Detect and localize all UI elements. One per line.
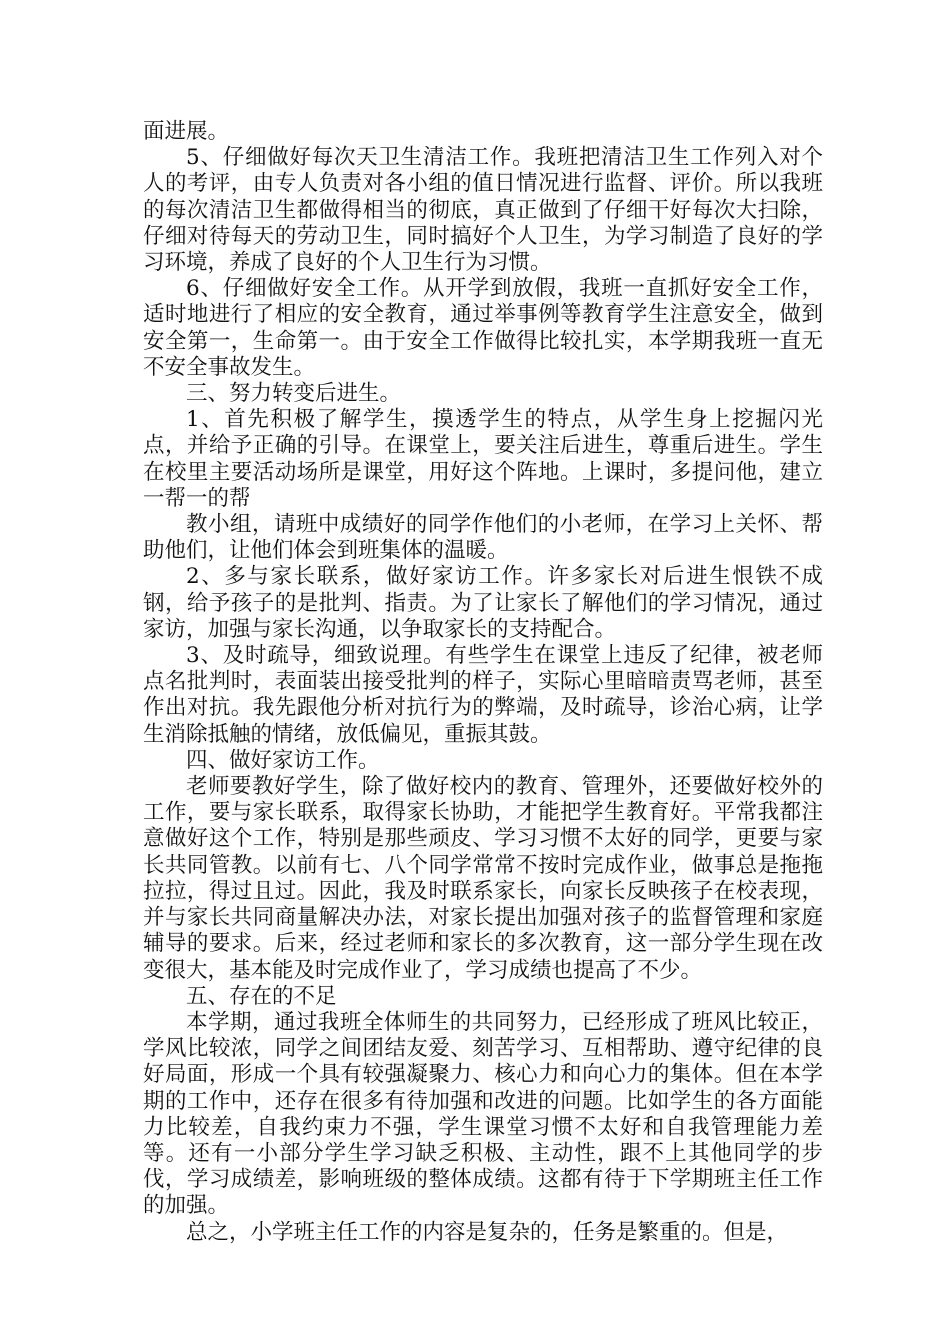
paragraph-cleaning-work: 5、仔细做好每次天卫生清洁工作。我班把清洁卫生工作列入对个人的考评，由专人负责对各小组的值日情况进行监督、评价。所以我班的每次清洁卫生都做得相当的彻底，真正做到了仔细干好每次大扫除，仔细对待每天的劳动卫生，同时搞好个人卫生，为学习制造了良好的学习环境，养成了良好的个人卫生行为习惯。 [143, 145, 823, 276]
heading-section-four: 四、做好家访工作。 [186, 747, 380, 773]
paragraph-conclusion: 总之，小学班主任工作的内容是复杂的，任务是繁重的。但是， [186, 1219, 789, 1245]
paragraph-understand-students: 1、首先积极了解学生，摸透学生的特点，从学生身上挖掘闪光点，并给予正确的引导。在课堂上，要关注后进生，尊重后进生。学生在校里主要活动场所是课堂，用好这个阵地。上课时，多提问他，建立一帮一的帮 [143, 407, 823, 511]
paragraph-study-group: 教小组，请班中成绩好的同学作他们的小老师，在学习上关怀、帮助他们，让他们体会到班集体的温暖。 [143, 512, 823, 564]
paragraph-safety-work: 6、仔细做好安全工作。从开学到放假，我班一直抓好安全工作，适时地进行了相应的安全教育，通过举事例等教育学生注意安全，做到安全第一，生命第一。由于安全工作做得比较扎实，本学期我班一直无不安全事故发生。 [143, 276, 823, 380]
document-page [143, 119, 823, 1246]
paragraph-timely-guidance: 3、及时疏导，细致说理。有些学生在课堂上违反了纪律，被老师点名批判时，表面装出接受批判的样子，实际心里暗暗责骂老师，甚至作出对抗。我先跟他分析对抗行为的弊端，及时疏导，诊治心病，让学生消除抵触的情绪，放低偏见，重振其鼓。 [143, 643, 823, 747]
heading-section-five: 五、存在的不足 [186, 983, 337, 1009]
paragraph-progress-end: 面进展。 [143, 119, 230, 144]
paragraph-contact-parents: 2、多与家长联系，做好家访工作。许多家长对后进生恨铁不成钢，给予孩子的是批判、指责。为了让家长了解他们的学习情况，通过家访，加强与家长沟通，以争取家长的支持配合。 [143, 564, 823, 642]
paragraph-shortcomings: 本学期，通过我班全体师生的共同努力，已经形成了班风比较正，学风比较浓，同学之间团结友爱、刻苦学习、互相帮助、遵守纪律的良好局面，形成一个具有较强凝聚力、核心力和向心力的集体。但在本学期的工作中，还存在很多有待加强和改进的问题。比如学生的各方面能力比较差，自我约束力不强，学生课堂习惯不太好和自我管理能力差等。还有一小部分学生学习缺乏积极、主动性，跟不上其他同学的步伐，学习成绩差，影响班级的整体成绩。这都有待于下学期班主任工作的加强。 [143, 1009, 823, 1219]
paragraph-home-visits: 老师要教好学生，除了做好校内的教育、管理外，还要做好校外的工作，要与家长联系，取得家长协助，才能把学生教育好。平常我都注意做好这个工作，特别是那些顽皮、学习习惯不太好的同学，更要与家长共同管教。以前有七、八个同学常常不按时完成作业，做事总是拖拖拉拉，得过且过。因此，我及时联系家长，向家长反映孩子在校表现，并与家长共同商量解决办法，对家长提出加强对孩子的监督管理和家庭辅导的要求。后来，经过老师和家长的多次教育，这一部分学生现在改变很大，基本能及时完成作业了，学习成绩也提高了不少。 [143, 774, 823, 983]
heading-section-three: 三、努力转变后进生。 [186, 381, 402, 407]
